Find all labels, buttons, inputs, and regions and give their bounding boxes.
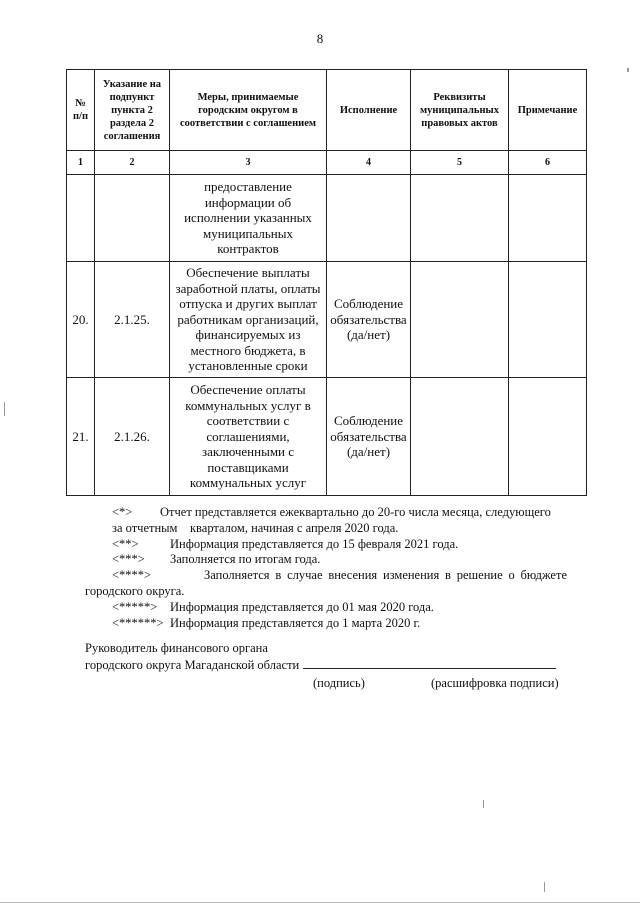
footnote-text: Информация представляется до 01 мая 2020 года. xyxy=(170,599,434,614)
scan-speck xyxy=(4,402,5,416)
footnote xyxy=(85,505,567,521)
header-execution: Исполнение xyxy=(327,70,411,151)
caption-signature: (подпись) xyxy=(313,676,365,690)
footnote-marker: <**> xyxy=(112,536,139,551)
column-number: 3 xyxy=(170,151,327,175)
footnotes xyxy=(85,505,567,631)
caption-decoding: (расшифровка подписи) xyxy=(431,676,559,690)
footnote-text: Заполняется по итогам года. xyxy=(170,552,321,567)
column-numbers-row xyxy=(67,151,587,175)
footnote-text: Отчет представляется ежеквартально до 20-го числа месяца, следующего xyxy=(160,505,551,519)
footnote-text: Информация представляется до 15 февраля 2021 года. xyxy=(170,536,459,551)
scan-speck xyxy=(483,800,484,808)
report-table xyxy=(66,69,587,496)
cell-number xyxy=(67,175,95,262)
cell-note xyxy=(509,378,587,496)
footnote-continuation: городского округа. xyxy=(85,583,185,598)
column-number: 2 xyxy=(95,151,170,175)
cell-requisites xyxy=(411,175,509,262)
table-row xyxy=(67,175,587,262)
header-reference: Указание на подпункт пункта 2 раздела 2 соглашения xyxy=(95,70,170,151)
signature-line xyxy=(303,656,556,669)
footnote-marker: <***> xyxy=(112,552,145,567)
signature-title-line1: Руководитель финансового органа xyxy=(85,641,268,655)
cell-requisites xyxy=(411,262,509,378)
scan-edge xyxy=(0,902,640,903)
column-number: 5 xyxy=(411,151,509,175)
cell-measure: предоставление информации об исполнении указанных муниципальных контрактов xyxy=(170,175,327,262)
footnote xyxy=(85,537,567,553)
cell-measure: Обеспечение оплаты коммунальных услуг в соответствии с соглашениями, заключенными с поставщиками коммунальных услуг xyxy=(170,378,327,496)
footnote-marker: <*****> xyxy=(112,599,158,614)
table-header-row xyxy=(67,70,587,151)
table-row xyxy=(67,378,587,496)
cell-measure: Обеспечение выплаты заработной платы, оплаты отпуска и других выплат работникам организаций, финансируемых из местного бюджета, в установленные сроки xyxy=(170,262,327,378)
footnote-continuation: за отчетным кварталом, начиная с апреля 2020 года. xyxy=(112,520,399,535)
cell-execution: Соблюдение обязательства (да/нет) xyxy=(327,262,411,378)
column-number: 1 xyxy=(67,151,95,175)
cell-execution xyxy=(327,175,411,262)
footnote-marker: <******> xyxy=(112,615,164,630)
signature-title-line2 xyxy=(85,656,567,673)
scan-speck xyxy=(627,68,629,72)
cell-note xyxy=(509,262,587,378)
header-requisites: Реквизиты муниципальных правовых актов xyxy=(411,70,509,151)
footnote-marker: <****> xyxy=(112,568,152,583)
page-number: 8 xyxy=(316,31,324,46)
table-row xyxy=(67,262,587,378)
cell-number: 20. xyxy=(67,262,95,378)
footnote xyxy=(85,568,567,584)
signature-block xyxy=(85,640,567,690)
header-measures: Меры, принимаемые городским округом в соответствии с соглашением xyxy=(170,70,327,151)
cell-reference xyxy=(95,175,170,262)
footnote xyxy=(85,616,567,632)
column-number: 6 xyxy=(509,151,587,175)
cell-requisites xyxy=(411,378,509,496)
column-number: 4 xyxy=(327,151,411,175)
cell-note xyxy=(509,175,587,262)
header-number: № п/п xyxy=(67,70,95,151)
footnote xyxy=(85,600,567,616)
footnote xyxy=(85,552,567,568)
header-note: Примечание xyxy=(509,70,587,151)
footnote-text: Информация представляется до 1 марта 2020 г. xyxy=(170,615,421,630)
footnote-marker: <*> xyxy=(112,505,133,519)
cell-reference: 2.1.25. xyxy=(95,262,170,378)
footnote-text: Заполняется в случае внесения изменения в решение о бюджете xyxy=(204,568,567,583)
cell-number: 21. xyxy=(67,378,95,496)
signature-title-text: городского округа Магаданской области xyxy=(85,658,300,672)
cell-reference: 2.1.26. xyxy=(95,378,170,496)
cell-execution: Соблюдение обязательства (да/нет) xyxy=(327,378,411,496)
scan-speck xyxy=(544,882,545,892)
